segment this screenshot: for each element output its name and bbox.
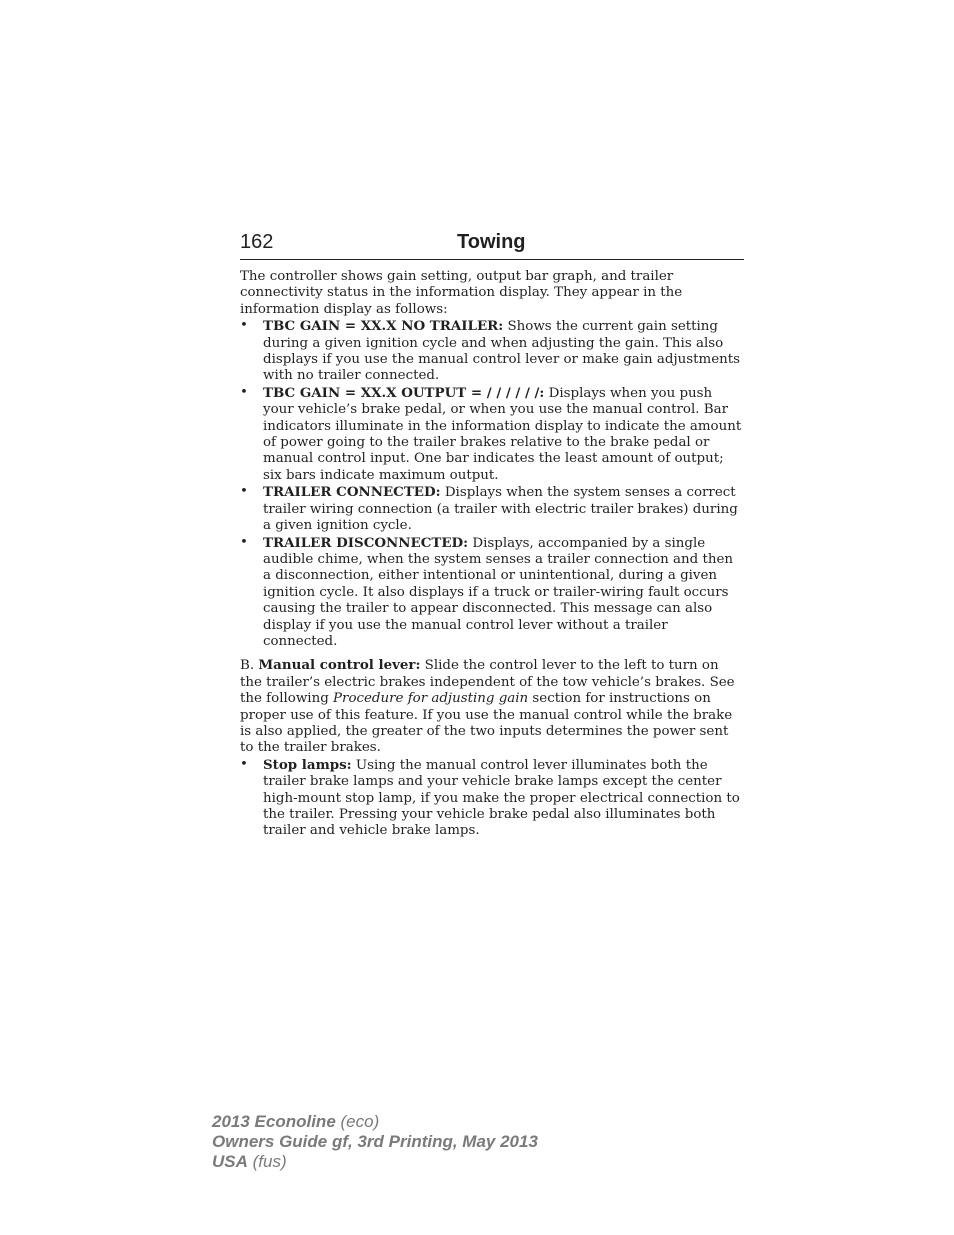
manual-lever-text-end: section for instructions on proper use of this feature. If you use the manual control while the brake is also applied, the greater of the two inputs determines the power sent to the trailer brakes. — [240, 691, 733, 756]
footer-market-code: (fus) — [247, 1152, 287, 1171]
procedure-reference: Procedure for adjusting gain — [333, 691, 529, 707]
display-items-list — [240, 318, 744, 650]
bullet-icon: • — [240, 318, 248, 334]
manual-lever-paragraph — [240, 657, 744, 756]
section-letter: B. — [240, 658, 259, 674]
bullet-icon: • — [240, 534, 248, 550]
item-term: TRAILER DISCONNECTED: — [263, 534, 469, 551]
list-item — [240, 484, 744, 534]
footer-edition-line — [212, 1132, 538, 1152]
stop-lamps-text: Using the manual control lever illuminates both the trailer brake lamps and your vehicle brake lamps except the center high-mount stop lamp, if you make the proper electrical connection to the trailer. Pressing your vehicle brake pedal also illuminates both trailer and vehicle brake lamps. — [263, 757, 740, 839]
page-title: Towing — [457, 231, 526, 253]
item-text: Displays, accompanied by a single audible chime, when the system senses a trailer connection and then a disconnection, either intentional or unintentional, during a given ignition cycle. It also displays if a truck or trailer-wiring fault occurs causing the trailer to appear disconnected. This message can also display if you use the manual control lever without a trailer connected. — [263, 535, 734, 649]
item-text: Shows the current gain setting during a given ignition cycle and when adjusting the gain. This also displays if you use the manual control lever or make gain adjustments with no trailer connected. — [263, 319, 740, 384]
footer-edition: Owners Guide gf, 3rd Printing, May 2013 — [212, 1132, 538, 1151]
footer-model-line — [212, 1112, 538, 1132]
manual-lever-text: Slide the control lever to the left to turn on the trailer’s electric brakes independent of the tow vehicle’s brakes. See the following — [240, 658, 735, 707]
item-term: TBC GAIN = XX.X NO TRAILER: — [263, 318, 504, 335]
bullet-icon: • — [240, 484, 248, 500]
item-text: Displays when the system senses a correct trailer wiring connection (a trailer with electric trailer brakes) during a given ignition cycle. — [263, 485, 738, 534]
footer-market: USA — [212, 1152, 248, 1171]
bullet-icon: • — [240, 384, 248, 400]
page-header — [240, 229, 744, 260]
item-term: TRAILER CONNECTED: — [263, 484, 441, 501]
footer-model: 2013 Econoline — [212, 1112, 336, 1131]
page-content — [240, 269, 744, 840]
intro-paragraph: The controller shows gain setting, output bar graph, and trailer connectivity status in the information display. They appear in the information display as follows: — [240, 269, 683, 317]
list-item — [240, 757, 744, 840]
item-text: Displays when you push your vehicle’s brake pedal, or when you use the manual control. Bar indicators illuminate in the information display to indicate the amount of power going to the trailer brakes relative to the brake pedal or manual control input. One bar indicates the least amount of output; six bars indicate maximum output. — [263, 385, 742, 483]
stop-lamps-list — [240, 757, 744, 840]
footer-model-code: (eco) — [335, 1112, 380, 1131]
list-item — [240, 535, 744, 651]
list-item — [240, 385, 744, 484]
bullet-icon: • — [240, 756, 248, 772]
page-number: 162 — [240, 231, 274, 253]
footer-market-line — [212, 1152, 538, 1172]
page-footer — [212, 1112, 538, 1172]
manual-lever-term: Manual control lever: — [258, 657, 421, 674]
stop-lamps-term: Stop lamps: — [263, 756, 352, 773]
item-term: TBC GAIN = XX.X OUTPUT = / / / / / /: — [263, 384, 545, 401]
list-item — [240, 318, 744, 385]
